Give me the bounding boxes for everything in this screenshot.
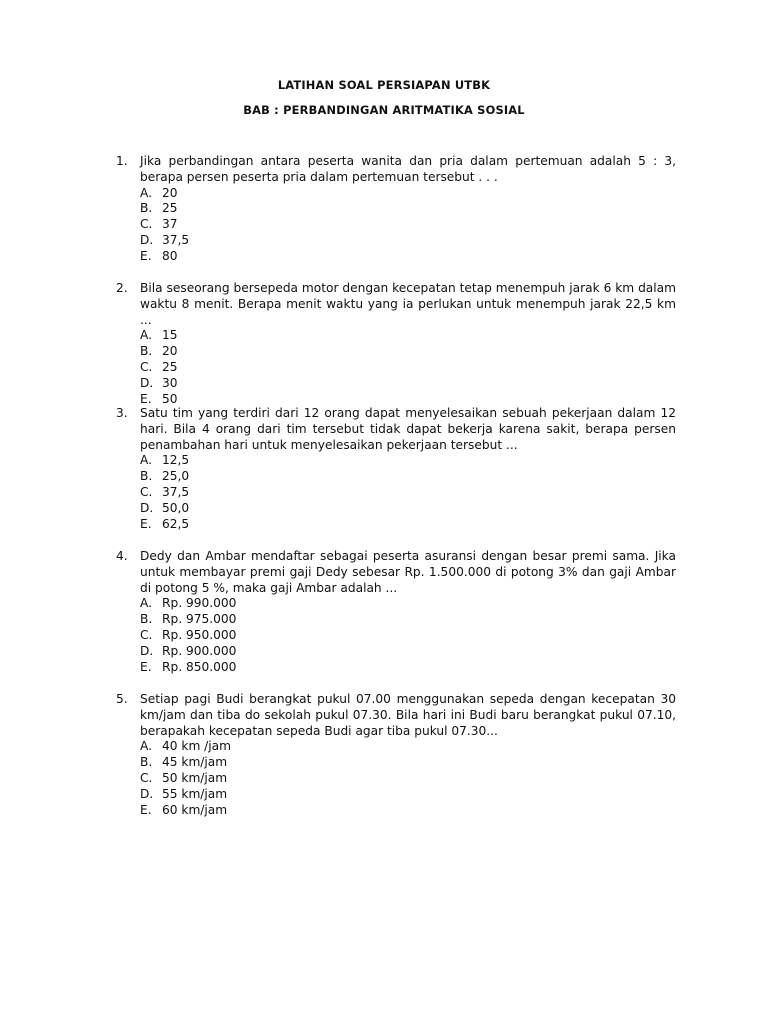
option-letter: C. — [140, 217, 153, 232]
question-text: Bila seseorang bersepeda motor dengan kecepatan tetap menempuh jarak 6 km dalam waktu 8 menit. Berapa menit waktu yang ia perlukan untuk menempuh jarak 22,5 km ... — [140, 281, 676, 327]
option-item — [140, 344, 676, 360]
option-text: 37 — [162, 217, 178, 232]
option-text: 25 — [162, 201, 178, 216]
option-letter: C. — [140, 628, 153, 643]
question-number: 3. — [116, 406, 128, 420]
option-letter: A. — [140, 596, 152, 611]
option-text: Rp. 950.000 — [162, 628, 237, 643]
option-text: 15 — [162, 328, 178, 343]
option-item — [140, 612, 676, 628]
option-text: 20 — [162, 344, 178, 359]
question-5 — [116, 692, 676, 819]
option-text: Rp. 900.000 — [162, 644, 237, 659]
question-number: 2. — [116, 281, 128, 295]
option-item — [140, 360, 676, 376]
option-text: Rp. 975.000 — [162, 612, 237, 627]
option-text: 37,5 — [162, 485, 190, 500]
question-number: 5. — [116, 692, 128, 706]
question-number: 1. — [116, 154, 128, 168]
option-letter: C. — [140, 771, 153, 786]
option-item — [140, 376, 676, 392]
option-item — [140, 660, 676, 676]
option-letter: D. — [140, 787, 154, 802]
option-item — [140, 517, 676, 533]
option-letter: E. — [140, 391, 152, 406]
option-item — [140, 771, 676, 787]
option-item — [140, 453, 676, 469]
option-item — [140, 201, 676, 217]
option-item — [140, 469, 676, 485]
option-letter: E. — [140, 249, 152, 264]
option-item — [140, 644, 676, 660]
option-item — [140, 233, 676, 249]
option-list — [140, 739, 676, 818]
option-text: 37,5 — [162, 233, 190, 248]
option-text: 30 — [162, 376, 178, 391]
option-letter: A. — [140, 328, 152, 343]
option-text: 25 — [162, 360, 178, 375]
option-text: 25,0 — [162, 469, 190, 484]
option-text: 40 km /jam — [162, 739, 232, 754]
option-letter: A. — [140, 739, 152, 754]
option-list — [140, 328, 676, 407]
document-title: LATIHAN SOAL PERSIAPAN UTBK — [277, 78, 491, 92]
option-item — [140, 501, 676, 517]
option-text: Rp. 850.000 — [162, 659, 237, 674]
option-letter: C. — [140, 485, 153, 500]
option-text: 50,0 — [162, 501, 190, 516]
question-4 — [116, 549, 676, 676]
option-item — [140, 739, 676, 755]
option-text: 45 km/jam — [162, 755, 228, 770]
option-letter: E. — [140, 516, 152, 531]
question-text: Satu tim yang terdiri dari 12 orang dapat menyelesaikan sebuah pekerjaan dalam 12 hari. Bila 4 orang dari tim tersebut tidak dapat bekerja karena sakit, berapa persen penambahan hari untuk menyelesaikan pekerjaan tersebut ... — [140, 406, 676, 452]
option-letter: E. — [140, 659, 152, 674]
option-letter: C. — [140, 360, 153, 375]
option-item — [140, 628, 676, 644]
option-letter: D. — [140, 233, 154, 248]
option-list — [140, 596, 676, 675]
option-letter: B. — [140, 755, 153, 770]
option-text: 80 — [162, 249, 178, 264]
option-item — [140, 787, 676, 803]
question-number: 4. — [116, 549, 128, 563]
option-item — [140, 328, 676, 344]
option-item — [140, 249, 676, 265]
question-text: Dedy dan Ambar mendaftar sebagai peserta asuransi dengan besar premi sama. Jika untuk membayar premi gaji Dedy sebesar Rp. 1.500.000 di potong 3% dan gaji Ambar di potong 5 %, maka gaji Ambar adalah ... — [140, 549, 676, 595]
option-list — [140, 453, 676, 532]
option-text: 60 km/jam — [162, 802, 228, 817]
option-text: 50 km/jam — [162, 771, 228, 786]
option-letter: B. — [140, 469, 153, 484]
option-text: 55 km/jam — [162, 787, 228, 802]
option-letter: E. — [140, 802, 152, 817]
option-item — [140, 217, 676, 233]
option-letter: D. — [140, 644, 154, 659]
option-text: 12,5 — [162, 453, 190, 468]
option-letter: D. — [140, 376, 154, 391]
option-item — [140, 755, 676, 771]
option-letter: B. — [140, 612, 153, 627]
question-text: Setiap pagi Budi berangkat pukul 07.00 menggunakan sepeda dengan kecepatan 30 km/jam dan tiba do sekolah pukul 07.30. Bila hari ini Budi baru berangkat pukul 07.10, berapakah kecepatan sepeda Budi agar tiba pukul 07.30... — [140, 692, 676, 738]
option-text: 50 — [162, 391, 178, 406]
question-1 — [116, 154, 676, 265]
option-item — [140, 803, 676, 819]
option-letter: B. — [140, 201, 153, 216]
option-text: Rp. 990.000 — [162, 596, 237, 611]
question-text: Jika perbandingan antara peserta wanita dan pria dalam pertemuan adalah 5 : 3, berapa persen peserta pria dalam pertemuan tersebut . . . — [140, 154, 676, 184]
option-list — [140, 186, 676, 265]
question-2 — [116, 281, 676, 408]
option-item — [140, 186, 676, 202]
option-letter: B. — [140, 344, 153, 359]
document-subtitle: BAB : PERBANDINGAN ARITMATIKA SOSIAL — [243, 103, 525, 117]
question-3 — [116, 406, 676, 533]
option-item — [140, 485, 676, 501]
option-letter: D. — [140, 501, 154, 516]
option-letter: A. — [140, 453, 152, 468]
option-text: 62,5 — [162, 516, 190, 531]
option-text: 20 — [162, 185, 178, 200]
option-item — [140, 596, 676, 612]
option-letter: A. — [140, 185, 152, 200]
